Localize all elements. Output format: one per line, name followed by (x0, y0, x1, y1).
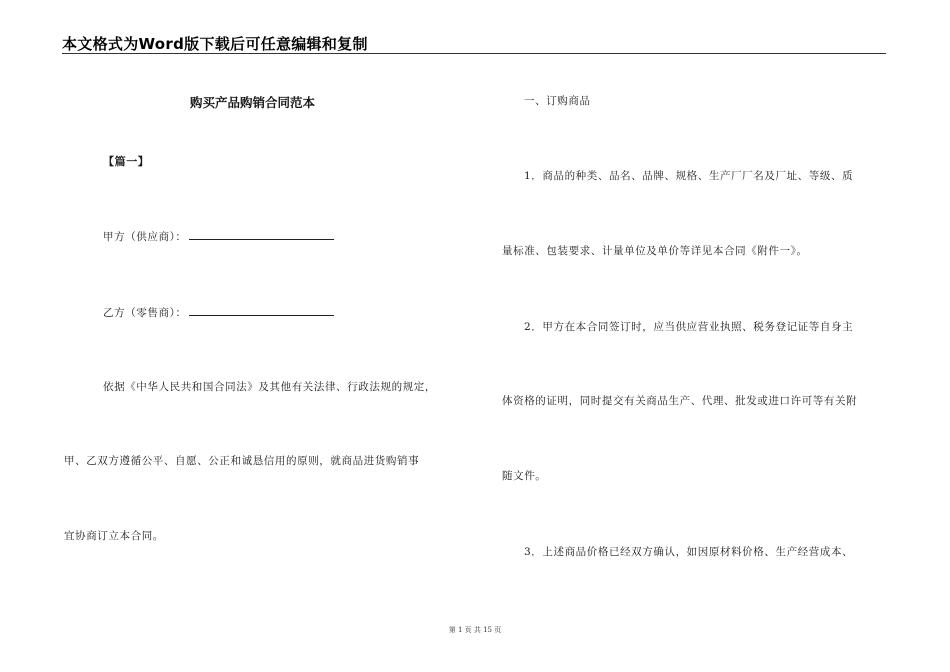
page-number: 第 1 页 共 15 页 (448, 626, 502, 634)
paragraph-line: 依据《中华人民共和国合同法》及其他有关法律、行政法规的规定， (103, 381, 436, 393)
party-b-blank (189, 305, 334, 316)
clause-line: 1．商品的种类、品名、品牌、规格、生产厂厂名及厂址、等级、质 (524, 170, 854, 182)
section-label: 【篇一】 (103, 155, 150, 168)
clause-line: 体资格的证明，同时提交有关商品生产、代理、批发或进口许可等有关附 (502, 395, 858, 407)
document-banner: 本文格式为Word版下载后可任意编辑和复制 (62, 35, 368, 53)
party-a-blank (189, 229, 334, 240)
clause-line: 3．上述商品价格已经双方确认，如因原材料价格、生产经营成本、 (524, 546, 854, 558)
paragraph-line: 宜协商订立本合同。 (64, 530, 164, 542)
clause-line: 随文件。 (502, 470, 547, 482)
paragraph-line: 甲、乙双方遵循公平、自愿、公正和诚恳信用的原则，就商品进货购销事 (64, 455, 420, 467)
banner-divider (62, 53, 886, 54)
party-b-line (103, 305, 334, 320)
clause-heading: 一、订购商品 (524, 95, 591, 107)
party-a-line (103, 229, 334, 244)
clause-line: 2．甲方在本合同签订时，应当供应营业执照、税务登记证等自身主 (524, 321, 854, 333)
party-a-label: 甲方（供应商）： (103, 231, 187, 243)
party-b-label: 乙方（零售商）： (103, 307, 187, 319)
document-title: 购买产品购销合同范本 (190, 95, 316, 110)
clause-line: 量标准、包装要求、计量单位及单价等详见本合同《附件一》。 (502, 245, 808, 257)
